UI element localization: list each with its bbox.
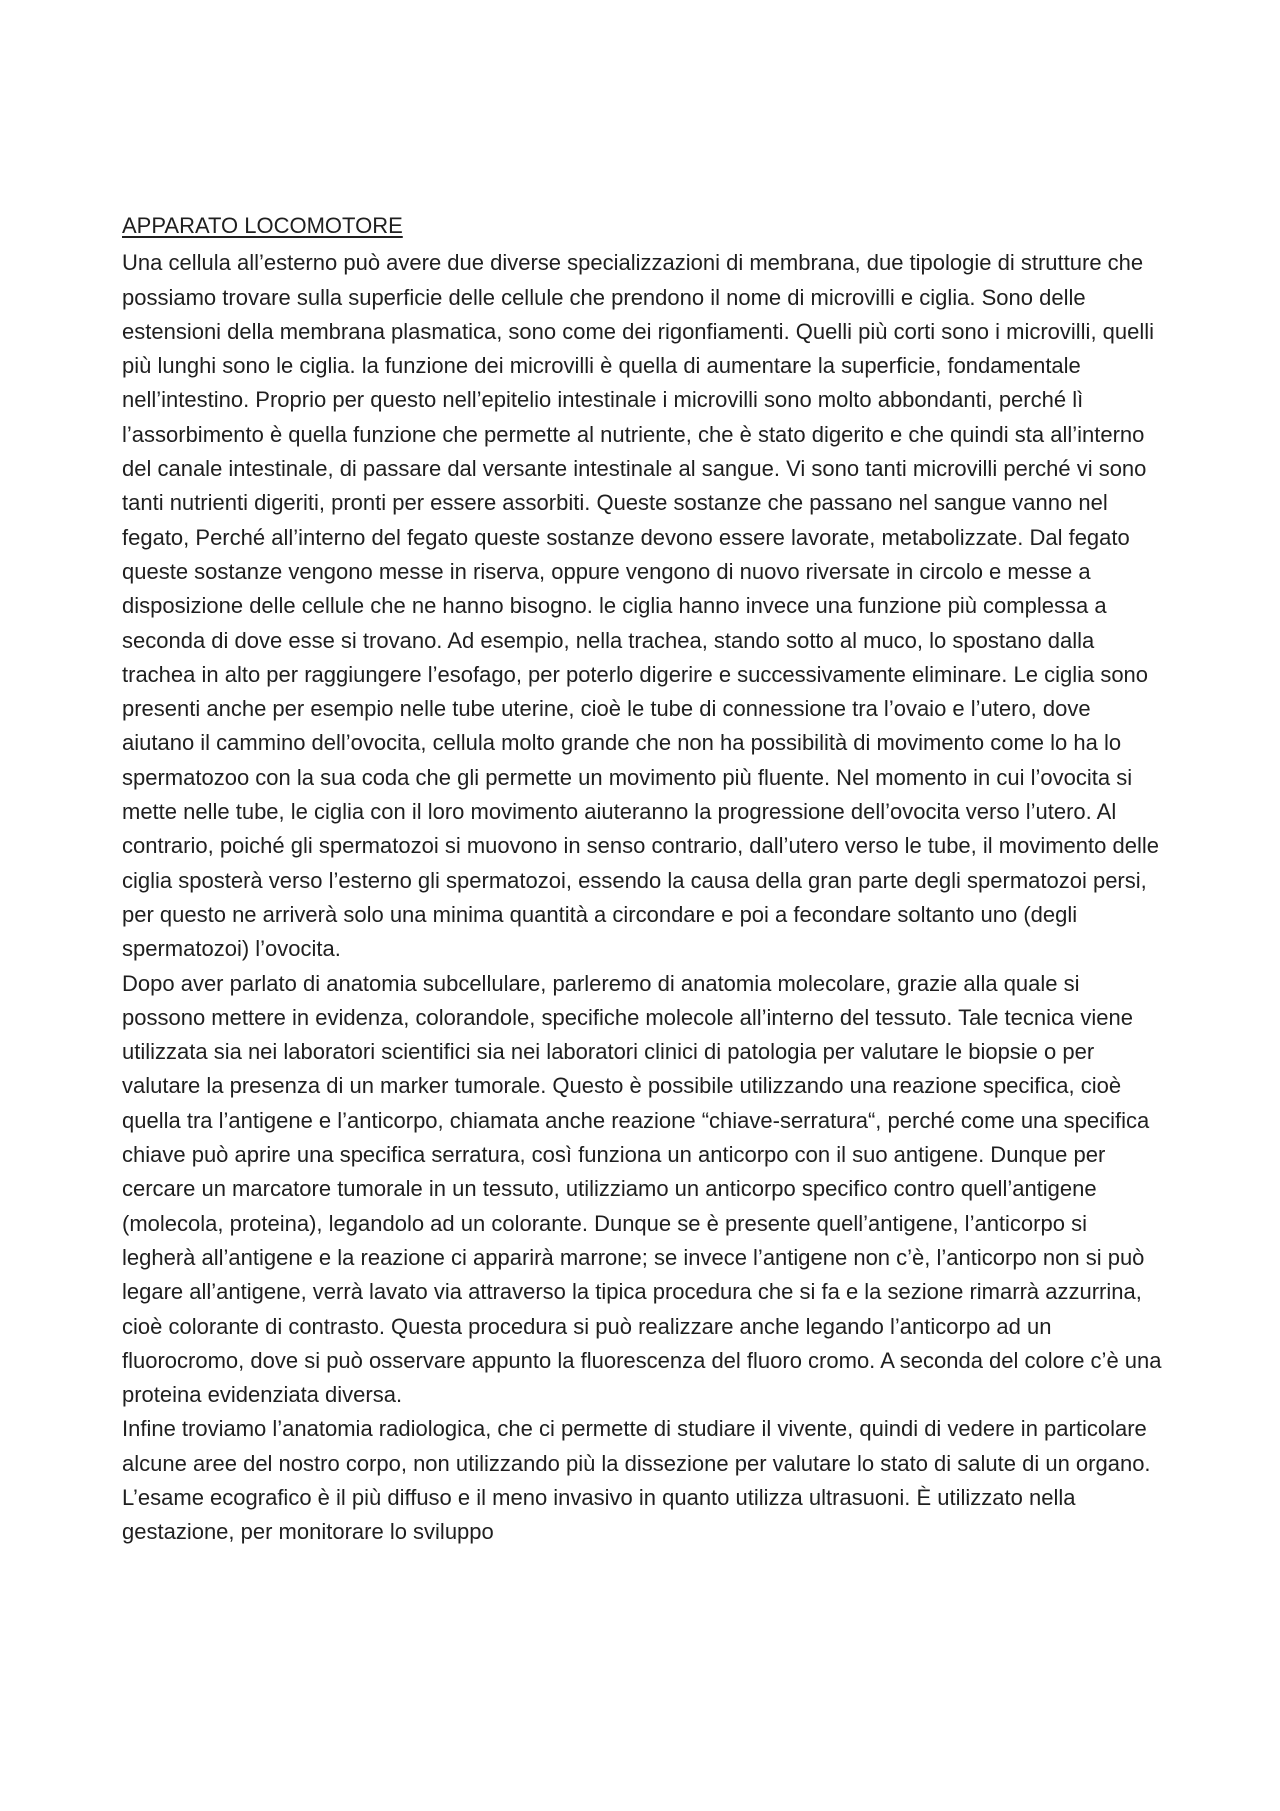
paragraph-radiological-anatomy: Infine troviamo l’anatomia radiologica, che ci permette di studiare il vivente, quindi di vedere in particolare alcune aree del nostro corpo, non utilizzando più la dissezione per valutare lo stato di salute di un organo. L’esame ecografico è il più diffuso e il meno invasivo in quanto utilizza ultrasuoni. È utilizzato nella gestazione, per monitorare lo sviluppo bbox=[122, 1416, 1151, 1545]
paragraph-cell-specializations: Una cellula all’esterno può avere due diverse specializzazioni di membrana, due tipologie di strutture che possiamo trovare sulla superficie delle cellule che prendono il nome di microvilli e ciglia. Sono delle estensioni della membrana plasmatica, sono come dei rigonfiamenti. Quelli più corti sono i microvilli, quelli più lunghi sono le ciglia. la funzione dei microvilli è quella di aumentare la superficie, fondamentale nell’intestino. Proprio per questo nell’epitelio intestinale i microvilli sono molto abbondanti, perché lì l’assorbimento è quella funzione che permette al nutriente, che è stato digerito e che quindi sta all’interno del canale intestinale, di passare dal versante intestinale al sangue. Vi sono tanti microvilli perché vi sono tanti nutrienti digeriti, pronti per essere assorbiti. Queste sostanze che passano nel sangue vanno nel fegato, Perché all’interno del fegato queste sostanze devono essere lavorate, metabolizzate. Dal fegato queste sostanze vengono messe in riserva, oppure vengono di nuovo riversate in circolo e messe a disposizione delle cellule che ne hanno bisogno. le ciglia hanno invece una funzione più complessa a seconda di dove esse si trovano. Ad esempio, nella trachea, stando sotto al muco, lo spostano dalla trachea in alto per raggiungere l’esofago, per poterlo digerire e successivamente eliminare. Le ciglia sono presenti anche per esempio nelle tube uterine, cioè le tube di connessione tra l’ovaio e l’utero, dove aiutano il cammino dell’ovocita, cellula molto grande che non ha possibilità di movimento come lo ha lo spermatozoo con la sua coda che gli permette un movimento più fluente. Nel momento in cui l’ovocita si mette nelle tube, le ciglia con il loro movimento aiuteranno la progressione dell’ovocita verso l’utero. Al contrario, poiché gli spermatozoi si muovono in senso contrario, dall’utero verso le tube, il movimento delle ciglia sposterà verso l’esterno gli spermatozoi, essendo la causa della gran parte degli spermatozoi persi, per questo ne arriverà solo una minima quantità a circondare e poi a fecondare soltanto uno (degli spermatozoi) l’ovocita. bbox=[122, 250, 1159, 962]
paragraph-molecular-anatomy: Dopo aver parlato di anatomia subcellulare, parleremo di anatomia molecolare, grazie alla quale si possono mettere in evidenza, colorandole, specifiche molecole all’interno del tessuto. Tale tecnica viene utilizzata sia nei laboratori scientifici sia nei laboratori clinici di patologia per valutare le biopsie o per valutare la presenza di un marker tumorale. Questo è possibile utilizzando una reazione specifica, cioè quella tra l’antigene e l’anticorpo, chiamata anche reazione “chiave-serratura“, perché come una specifica chiave può aprire una specifica serratura, così funziona un anticorpo con il suo antigene. Dunque per cercare un marcatore tumorale in un tessuto, utilizziamo un anticorpo specifico contro quell’antigene (molecola, proteina), legandolo ad un colorante. Dunque se è presente quell’antigene, l’anticorpo si legherà all’antigene e la reazione ci apparirà marrone; se invece l’antigene non c’è, l’anticorpo non si può legare all’antigene, verrà lavato via attraverso la tipica procedura che si fa e la sezione rimarrà azzurrina, cioè colorante di contrasto. Questa procedura si può realizzare anche legando l’anticorpo ad un fluorocromo, dove si può osservare appunto la fluorescenza del fluoro cromo. A seconda del colore c’è una proteina evidenziata diversa. bbox=[122, 970, 1162, 1408]
document-body bbox=[122, 209, 1162, 1550]
document-title: APPARATO LOCOMOTORE bbox=[122, 213, 403, 238]
